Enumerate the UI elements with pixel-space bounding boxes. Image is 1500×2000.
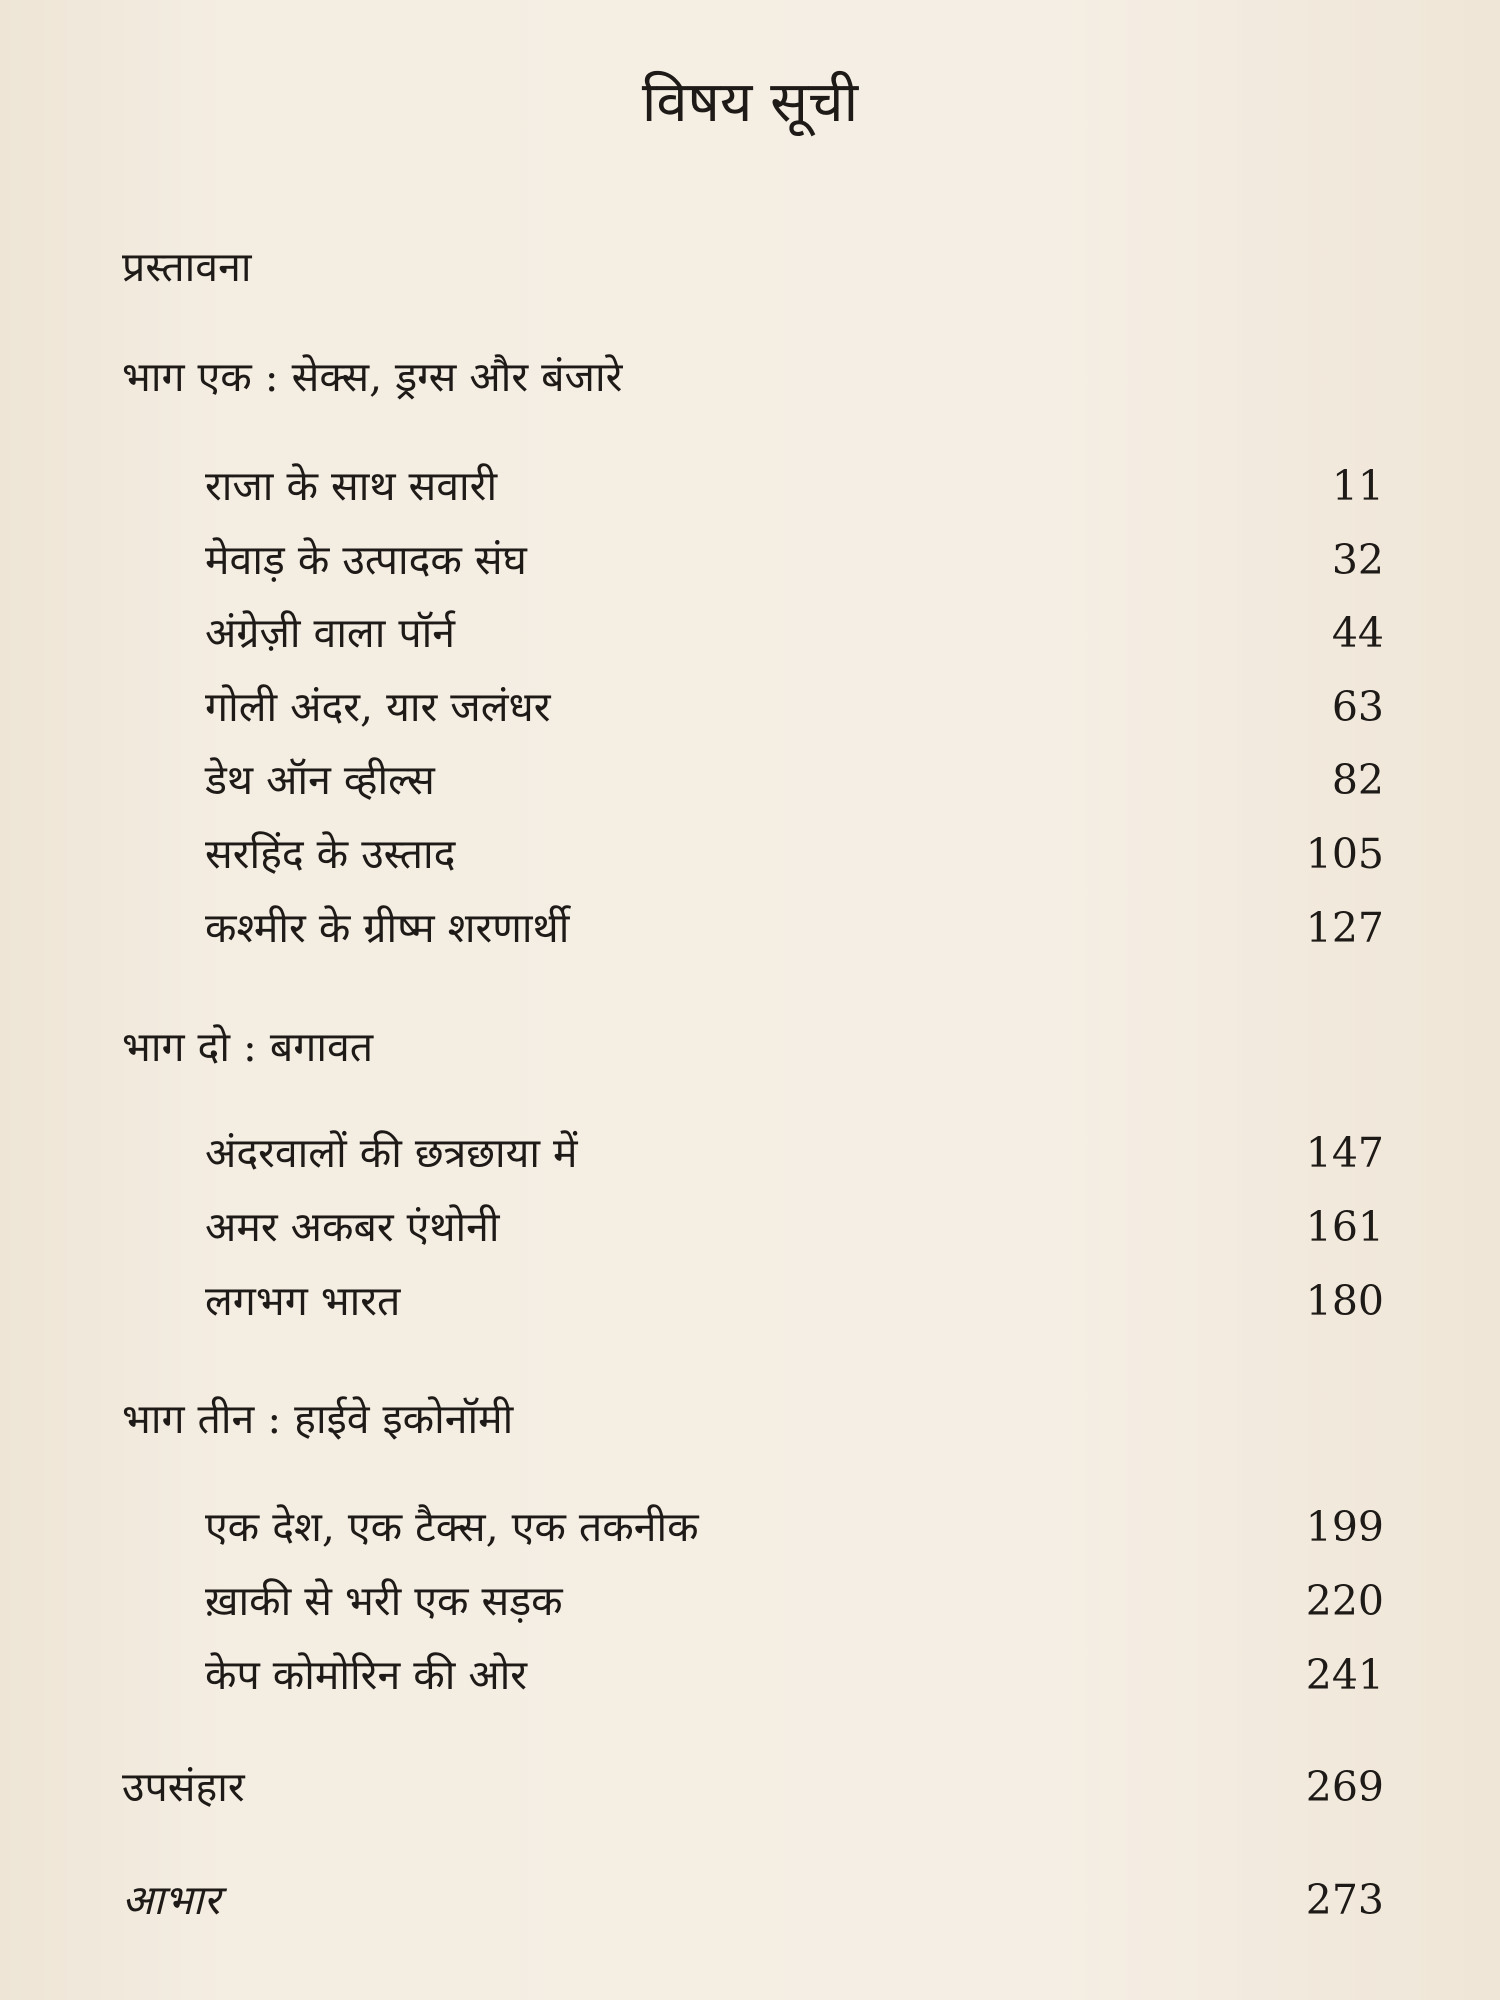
chapter-page-number: 11: [1331, 462, 1384, 510]
part-heading-3: भाग तीन : हाईवे इकोनॉमी: [122, 1395, 514, 1443]
chapter-page-number: 82: [1331, 756, 1384, 804]
chapter-title: मेवाड़ के उत्पादक संघ: [205, 536, 527, 584]
chapter-page-number: 241: [1305, 1651, 1384, 1699]
chapter-title: अंदरवालों की छत्रछाया में: [205, 1129, 578, 1177]
acknowledgements-label: आभार: [122, 1876, 221, 1924]
chapter-page-number: 161: [1305, 1203, 1384, 1251]
part-heading-2: भाग दो : बगावत: [122, 1023, 374, 1071]
acknowledgements-page-number: 273: [1305, 1876, 1384, 1924]
chapter-page-number: 127: [1305, 904, 1384, 952]
chapter-title: गोली अंदर, यार जलंधर: [205, 683, 551, 731]
chapter-title: अमर अकबर एंथोनी: [205, 1203, 500, 1251]
chapter-title: राजा के साथ सवारी: [205, 462, 498, 510]
chapter-title: ख़ाकी से भरी एक सड़क: [205, 1577, 563, 1625]
preface-label: प्रस्तावना: [122, 243, 252, 291]
epilogue-page-number: 269: [1305, 1763, 1384, 1811]
chapter-page-number: 63: [1331, 683, 1384, 731]
chapter-page-number: 44: [1331, 609, 1384, 657]
chapter-title: डेथ ऑन व्हील्स: [205, 756, 435, 804]
chapter-title: सरहिंद के उस्ताद: [205, 830, 456, 878]
chapter-page-number: 220: [1305, 1577, 1384, 1625]
chapter-title: अंग्रेज़ी वाला पॉर्न: [205, 609, 456, 657]
chapter-title: केप कोमोरिन की ओर: [205, 1651, 528, 1699]
chapter-title: एक देश, एक टैक्स, एक तकनीक: [205, 1503, 699, 1551]
epilogue-label: उपसंहार: [122, 1763, 245, 1811]
chapter-title: कश्मीर के ग्रीष्म शरणार्थी: [205, 904, 570, 952]
page-title: विषय सूची: [641, 70, 859, 135]
chapter-page-number: 199: [1305, 1503, 1384, 1551]
chapter-title: लगभग भारत: [205, 1277, 401, 1325]
chapter-page-number: 105: [1305, 830, 1384, 878]
chapter-page-number: 180: [1305, 1277, 1384, 1325]
chapter-page-number: 147: [1305, 1129, 1384, 1177]
chapter-page-number: 32: [1331, 536, 1384, 584]
part-heading-1: भाग एक : सेक्स, ड्रग्स और बंजारे: [122, 353, 623, 401]
